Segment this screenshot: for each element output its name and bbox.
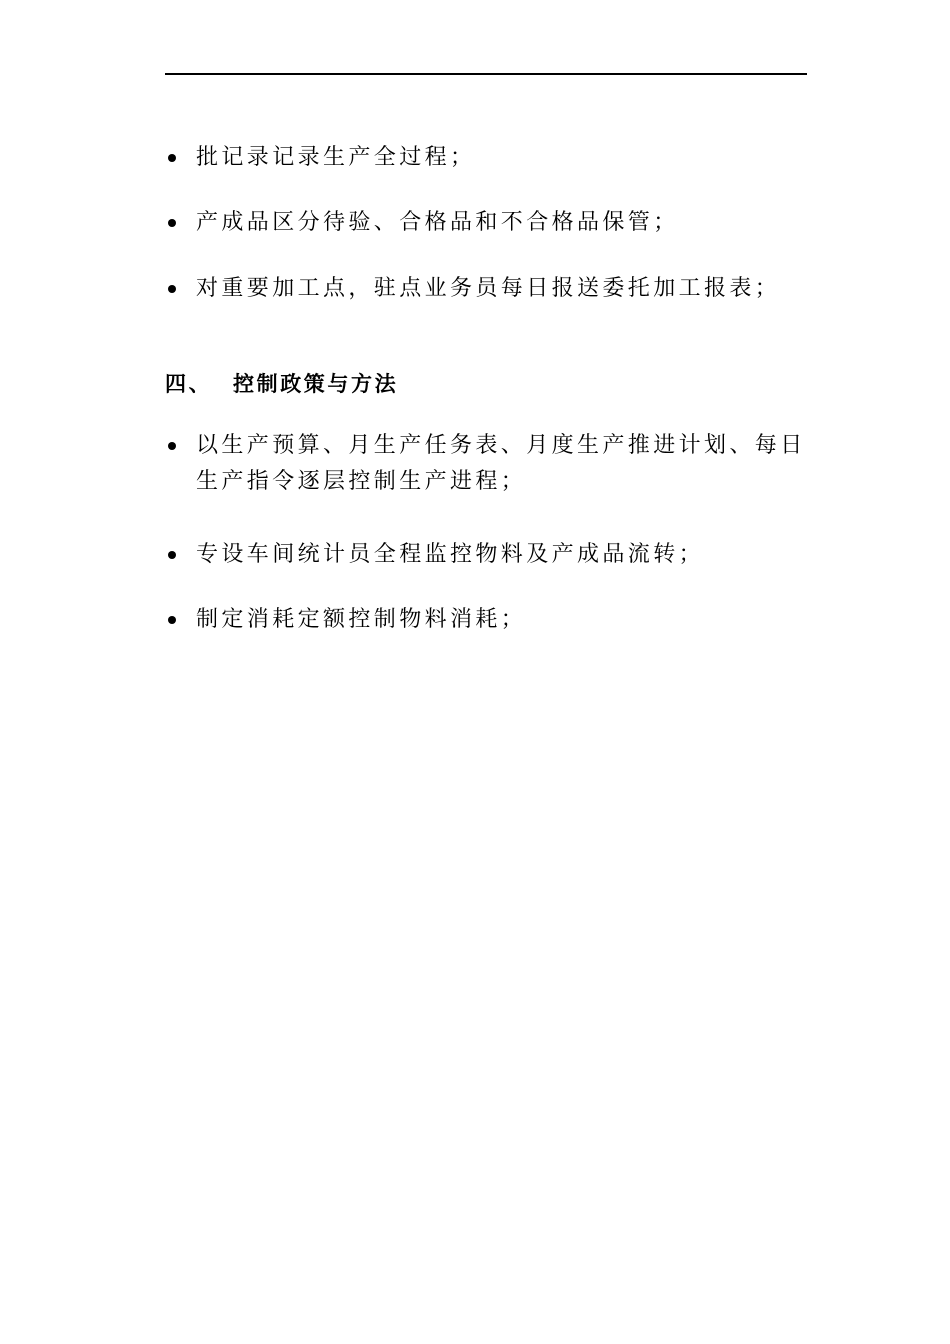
list-item-text: 以生产预算、月生产任务表、月度生产推进计划、每日生产指令逐层控制生产进程； [196, 433, 806, 494]
list-item [165, 428, 810, 500]
bullet-icon [168, 219, 176, 227]
list-item-text: 产成品区分待验、合格品和不合格品保管； [196, 210, 679, 235]
list-item [165, 205, 810, 241]
list-item-text: 专设车间统计员全程监控物料及产成品流转； [196, 542, 705, 567]
section-title: 控制政策与方法 [233, 371, 399, 396]
section-heading [165, 366, 398, 402]
bullet-icon [168, 551, 176, 559]
list-item [165, 537, 810, 573]
bullet-icon [168, 442, 176, 450]
bullet-icon [168, 285, 176, 293]
list-item-text: 对重要加工点，驻点业务员每日报送委托加工报表； [196, 276, 781, 301]
list-item [165, 271, 810, 307]
list-item [165, 602, 810, 638]
bullet-icon [168, 154, 176, 162]
section-number: 四、 [165, 371, 213, 396]
header-rule [165, 73, 807, 75]
list-item [165, 140, 810, 176]
list-item-text: 批记录记录生产全过程； [196, 145, 476, 170]
list-item-text: 制定消耗定额控制物料消耗； [196, 607, 527, 632]
bullet-icon [168, 616, 176, 624]
